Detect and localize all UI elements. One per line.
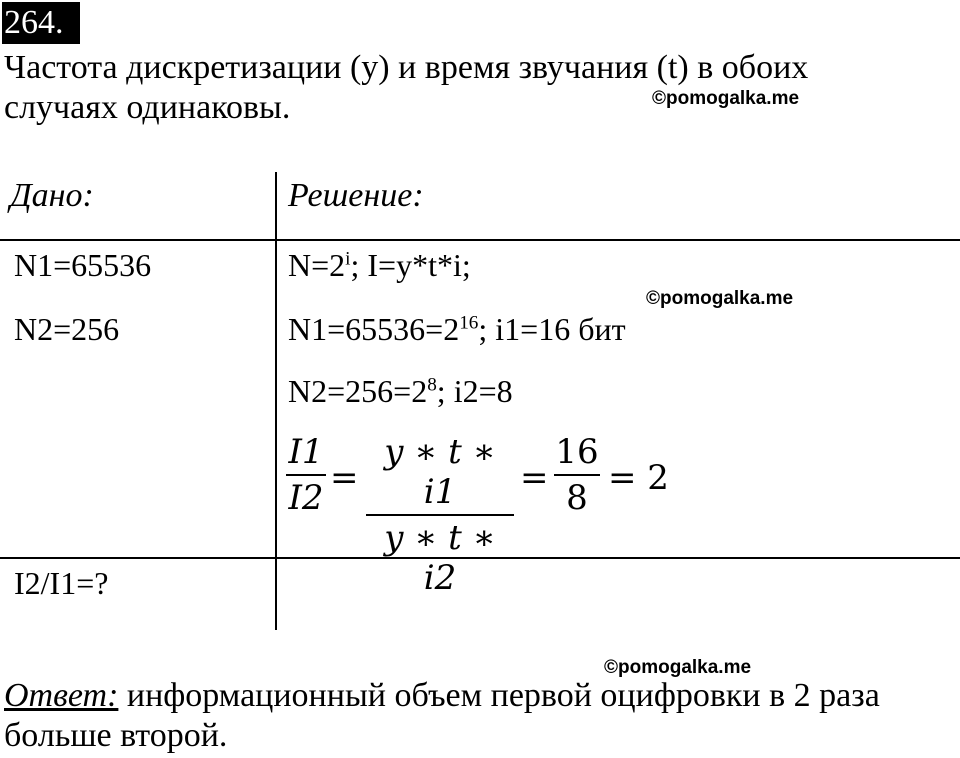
fraction-i1-bar (286, 474, 326, 476)
equals-sign-2: = (520, 458, 549, 498)
solution-line-3-b: ; i2=8 (436, 373, 513, 409)
watermark-top: ©pomogalka.me (652, 88, 800, 109)
solution-line-3-sup: 8 (427, 374, 437, 396)
solution-line-1-a: N=2 (288, 247, 346, 283)
intro-line-1: Частота дискретизации (y) и время звучания (t) в обоих (4, 49, 809, 86)
question: I2/I1=? (14, 565, 109, 601)
fraction-yti-numerator: y ∗ t ∗ i1 (384, 432, 496, 512)
intro-line-2: случаях одинаковы. (4, 89, 291, 126)
solution-line-3-a: N2=256=2 (288, 373, 428, 409)
given-header: Дано: (10, 177, 94, 214)
answer-label: Ответ: (4, 677, 119, 714)
fraction-i1-i2 (286, 432, 326, 518)
solution-line-2-b: ; i1=16 бит (478, 311, 626, 347)
fraction-yti (366, 432, 514, 598)
answer-text-1: информационный объем первой оцифровки в 2 раза (126, 677, 880, 714)
fraction-8-denominator: 8 (566, 478, 588, 518)
watermark-middle: ©pomogalka.me (646, 288, 794, 309)
solution-line-2 (288, 310, 626, 348)
given-n2: N2=256 (14, 311, 120, 347)
answer-line-1 (4, 676, 880, 716)
fraction-16-numerator: 16 (555, 432, 599, 472)
fraction-i1-numerator: I1 (288, 432, 324, 472)
equals-sign-1: = (330, 458, 359, 498)
solution-line-1-b: ; I=y*t*i; (350, 247, 471, 283)
task-number: 264. (2, 2, 80, 44)
solution-line-2-a: N1=65536=2 (288, 311, 460, 347)
fraction-16-8 (554, 432, 600, 518)
table-header-divider (0, 239, 960, 241)
formula-result: = 2 (608, 458, 669, 498)
fraction-yti-denominator: y ∗ t ∗ i2 (384, 518, 496, 598)
fraction-i1-denominator: I2 (288, 478, 324, 518)
solution-line-3 (288, 372, 513, 410)
fraction-yti-bar (366, 514, 514, 516)
answer-line-2: больше второй. (4, 717, 228, 754)
solution-header: Решение: (288, 177, 424, 214)
given-n1: N1=65536 (14, 247, 152, 283)
solution-line-2-sup: 16 (459, 312, 479, 334)
watermark-bottom: ©pomogalka.me (604, 657, 752, 678)
fraction-16-bar (554, 474, 600, 476)
solution-line-1 (288, 246, 471, 284)
solution-line-1-sup: i (345, 248, 351, 270)
